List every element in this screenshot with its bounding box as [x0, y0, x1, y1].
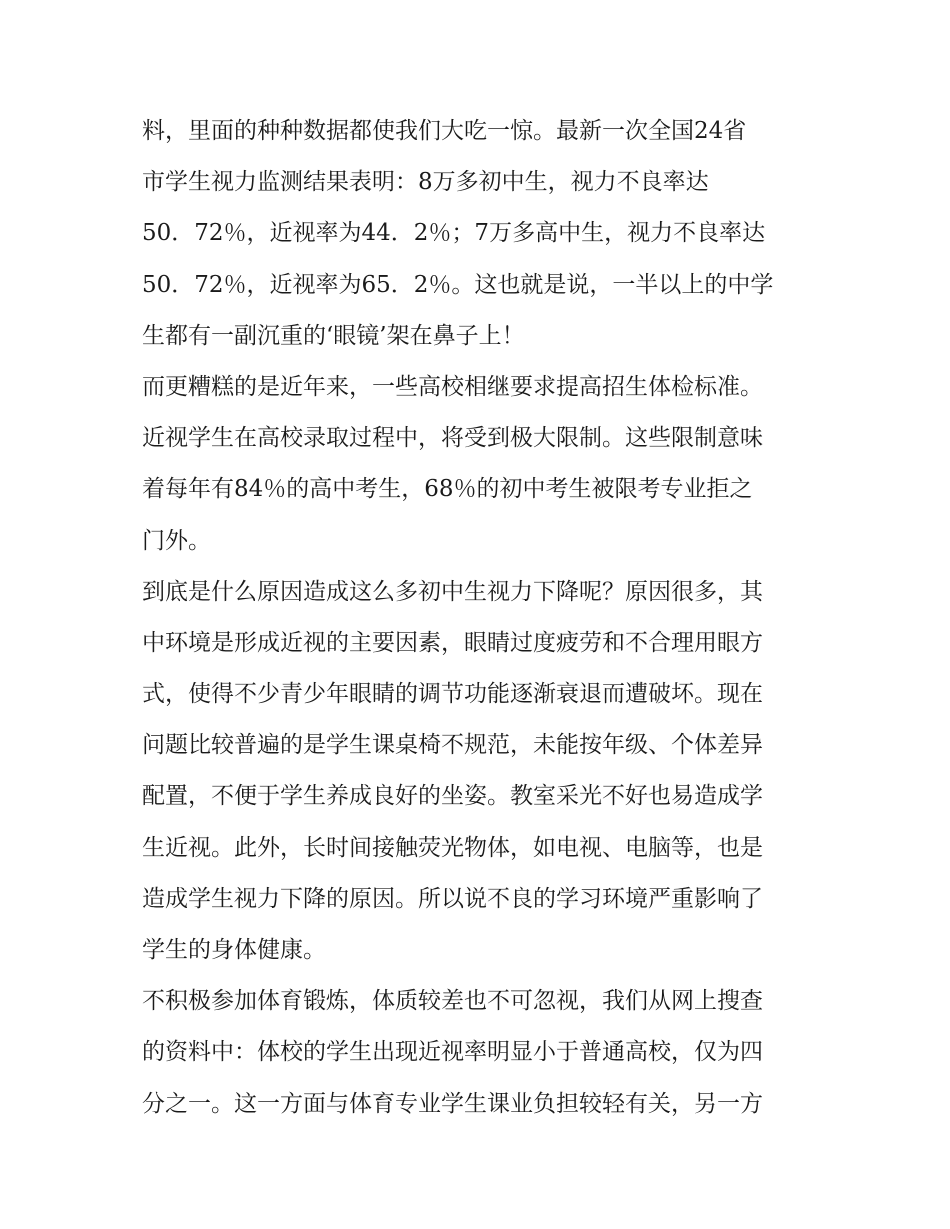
text-line: 市学生视力监测结果表明：8万多初中生，视力不良率达 — [142, 169, 709, 196]
text-line: 门外。 — [142, 527, 211, 554]
text-line: 分之一。这一方面与体育专业学生课业负担较轻有关，另一方 — [142, 1090, 763, 1117]
text-line: 造成学生视力下降的原因。所以说不良的学习环境严重影响了 — [142, 885, 763, 912]
text-line: 着每年有84％的高中考生，68％的初中考生被限考专业拒之 — [142, 476, 753, 503]
text-line: 到底是什么原因造成这么多初中生视力下降呢？原因很多，其 — [142, 578, 763, 605]
text-line: 50．72％，近视率为44．2％；7万多高中生，视力不良率达 — [142, 220, 766, 247]
text-line: 生近视。此外，长时间接触荧光物体，如电视、电脑等，也是 — [142, 834, 763, 861]
document-body — [142, 106, 822, 1130]
text-line: 不积极参加体育锻炼，体质较差也不可忽视，我们从网上搜查 — [142, 988, 763, 1015]
text-line: 近视学生在高校录取过程中，将受到极大限制。这些限制意味 — [142, 425, 763, 452]
text-line: 问题比较普遍的是学生课桌椅不规范，未能按年级、个体差异 — [142, 732, 763, 759]
text-line: 学生的身体健康。 — [142, 937, 326, 963]
text-line: 而更糟糕的是近年来，一些高校相继要求提高招生体检标准。 — [142, 373, 763, 400]
text-line: 生都有一副沉重的‘眼镜’架在鼻子上！ — [142, 322, 525, 349]
text-line: 50．72％，近视率为65．2％。这也就是说，一半以上的中学 — [142, 271, 774, 298]
text-line: 料，里面的种种数据都使我们大吃一惊。最新一次全国24省 — [142, 118, 747, 144]
text-line: 式，使得不少青少年眼睛的调节功能逐渐衰退而遭破坏。现在 — [142, 681, 763, 708]
text-line: 的资料中：体校的学生出现近视率明显小于普通高校，仅为四 — [142, 1039, 763, 1066]
text-line: 配置，不便于学生养成良好的坐姿。教室采光不好也易造成学 — [142, 783, 763, 810]
text-line: 中环境是形成近视的主要因素，眼睛过度疲劳和不合理用眼方 — [142, 629, 763, 656]
